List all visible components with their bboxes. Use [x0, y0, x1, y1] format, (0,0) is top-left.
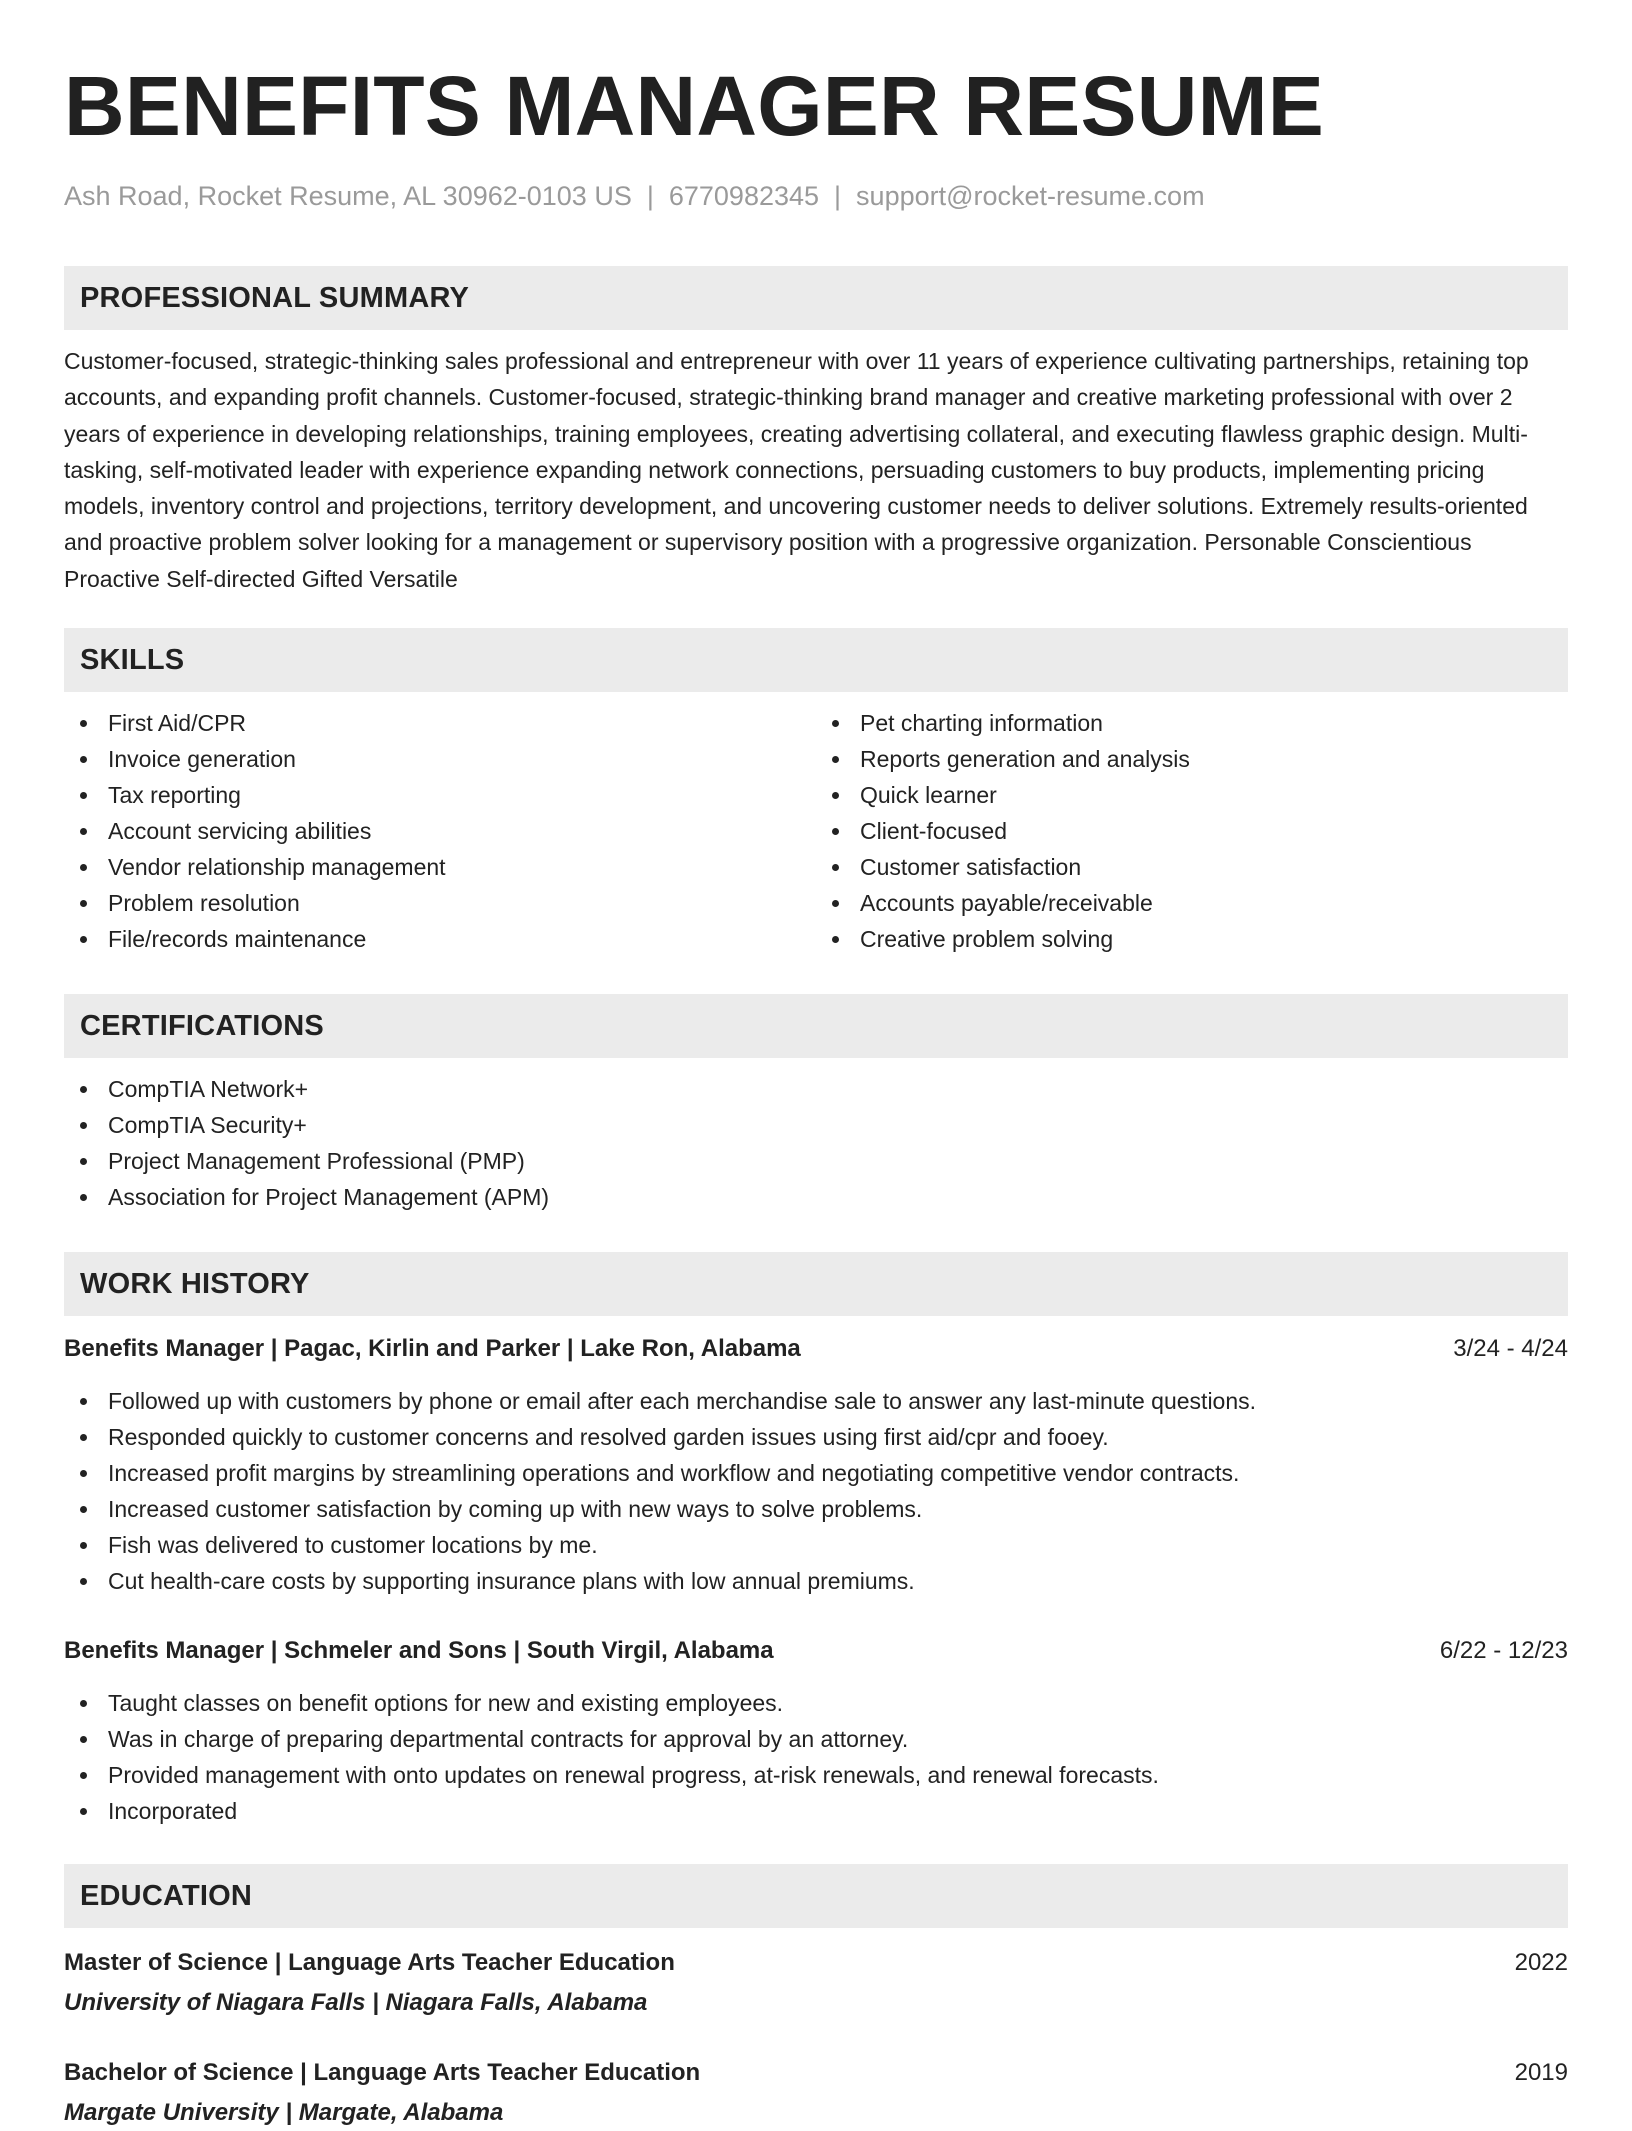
- section-title: WORK HISTORY: [80, 1267, 310, 1300]
- resume-title: BENEFITS MANAGER RESUME: [64, 59, 1325, 153]
- skills-columns: [64, 705, 1568, 957]
- skill-item: Customer satisfaction: [816, 849, 1568, 885]
- section-title: PROFESSIONAL SUMMARY: [80, 281, 470, 314]
- job-heading: [64, 1331, 1568, 1367]
- certification-item: Association for Project Management (APM): [64, 1179, 1568, 1215]
- skills-list-left: [64, 705, 816, 957]
- contact-separator: |: [834, 181, 842, 211]
- job-title: Benefits Manager | Pagac, Kirlin and Parker | Lake Ron, Alabama: [64, 1335, 801, 1363]
- job-bullet: Responded quickly to customer concerns and resolved garden issues using first aid/cpr and fooey.: [64, 1419, 1568, 1455]
- job-bullet: Followed up with customers by phone or email after each merchandise sale to answer any last-minute questions.: [64, 1383, 1568, 1419]
- section-title: CERTIFICATIONS: [80, 1009, 324, 1042]
- job-bullet: Increased profit margins by streamlining operations and workflow and negotiating competitive vendor contracts.: [64, 1455, 1568, 1491]
- section-header-summary: [64, 266, 1568, 330]
- certification-item: CompTIA Security+: [64, 1107, 1568, 1143]
- job-dates: 3/24 - 4/24: [1453, 1335, 1568, 1363]
- contact-phone: 6770982345: [668, 181, 820, 211]
- skill-item: Creative problem solving: [816, 921, 1568, 957]
- job-bullet: Fish was delivered to customer locations by me.: [64, 1527, 1568, 1563]
- section-header-education: [64, 1864, 1568, 1928]
- certification-item: Project Management Professional (PMP): [64, 1143, 1568, 1179]
- education-school: Margate University | Margate, Alabama: [64, 2099, 504, 2127]
- section-header-work-history: [64, 1252, 1568, 1316]
- skill-item: Reports generation and analysis: [816, 741, 1568, 777]
- job-bullets: [64, 1383, 1568, 1599]
- skill-item: Account servicing abilities: [64, 813, 816, 849]
- job-bullet: Incorporated: [64, 1793, 1568, 1829]
- education-degree: Bachelor of Science | Language Arts Teacher Education: [64, 2059, 701, 2087]
- education-year: 2022: [1514, 1949, 1568, 1977]
- contact-address: Ash Road, Rocket Resume, AL 30962-0103 US: [64, 181, 632, 211]
- section-header-certifications: [64, 994, 1568, 1058]
- skill-item: File/records maintenance: [64, 921, 816, 957]
- job-bullet: Was in charge of preparing departmental contracts for approval by an attorney.: [64, 1721, 1568, 1757]
- job-heading: [64, 1633, 1568, 1669]
- skill-item: Problem resolution: [64, 885, 816, 921]
- job-bullet: Cut health-care costs by supporting insurance plans with low annual premiums.: [64, 1563, 1568, 1599]
- skill-item: Tax reporting: [64, 777, 816, 813]
- job-bullet: Increased customer satisfaction by coming up with new ways to solve problems.: [64, 1491, 1568, 1527]
- skill-item: Vendor relationship management: [64, 849, 816, 885]
- skill-item: Client-focused: [816, 813, 1568, 849]
- job-bullet: Taught classes on benefit options for new and existing employees.: [64, 1685, 1568, 1721]
- job-dates: 6/22 - 12/23: [1439, 1637, 1568, 1665]
- job-bullets: [64, 1685, 1568, 1829]
- education-degree: Master of Science | Language Arts Teacher Education: [64, 1949, 675, 1977]
- skill-item: Invoice generation: [64, 741, 816, 777]
- certification-item: CompTIA Network+: [64, 1071, 1568, 1107]
- skills-list-right: [816, 705, 1568, 957]
- job-bullet: Provided management with onto updates on renewal progress, at-risk renewals, and renewal forecasts.: [64, 1757, 1568, 1793]
- education-heading: [64, 1945, 1568, 1981]
- skill-item: Pet charting information: [816, 705, 1568, 741]
- summary-text: Customer-focused, strategic-thinking sales professional and entrepreneur with over 11 years of experience cultivating partnerships, retaining top accounts, and expanding profit channels. Customer-focused, strategic-thinking brand manager and creative marketing professional with over 2 years of experience in developing relationships, training employees, creating advertising collateral, and executing flawless graphic design. Multi-tasking, self-motivated leader with experience expanding network connections, persuading customers to buy products, implementing pricing models, inventory control and projections, territory development, and uncovering customer needs to deliver solutions. Extremely results-oriented and proactive problem solver looking for a management or supervisory position with a progressive organization. Personable Conscientious Proactive Self-directed Gifted Versatile: [64, 348, 1529, 592]
- skill-item: Accounts payable/receivable: [816, 885, 1568, 921]
- contact-email: support@rocket-resume.com: [856, 181, 1205, 211]
- skill-item: Quick learner: [816, 777, 1568, 813]
- skill-item: First Aid/CPR: [64, 705, 816, 741]
- job-title: Benefits Manager | Schmeler and Sons | South Virgil, Alabama: [64, 1637, 774, 1665]
- section-header-skills: [64, 628, 1568, 692]
- section-title: SKILLS: [80, 643, 185, 676]
- certifications-list: [64, 1071, 1568, 1215]
- education-school: University of Niagara Falls | Niagara Falls, Alabama: [64, 1989, 648, 2017]
- education-year: 2019: [1514, 2059, 1568, 2087]
- contact-line: [64, 178, 1568, 214]
- section-title: EDUCATION: [80, 1879, 253, 1912]
- contact-separator: |: [646, 181, 654, 211]
- education-heading: [64, 2055, 1568, 2091]
